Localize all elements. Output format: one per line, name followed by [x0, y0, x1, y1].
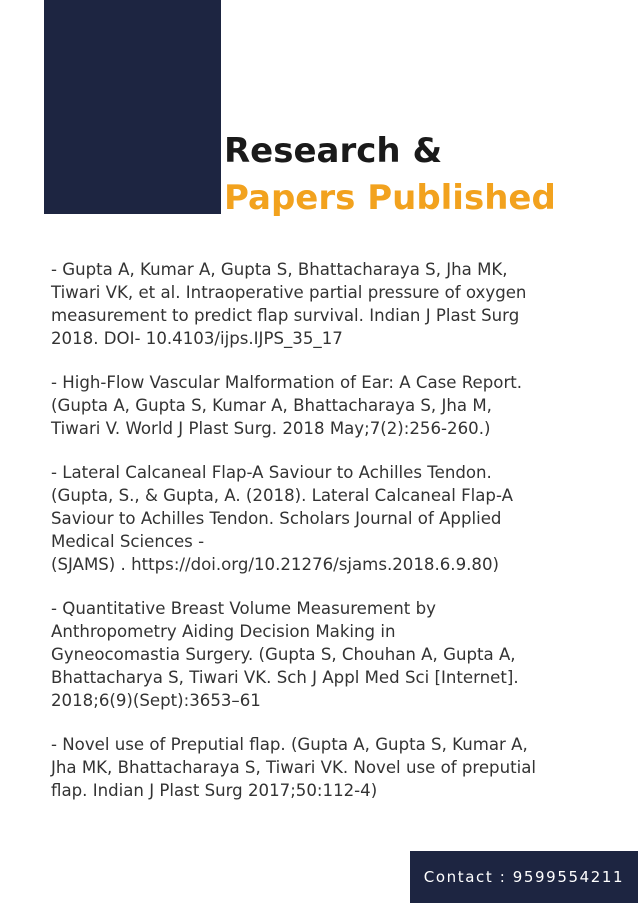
decorative-navy-block [44, 0, 221, 214]
publication-line: (Gupta A, Gupta S, Kumar A, Bhattacharaya S, Jha M, [51, 396, 492, 415]
publication-line: - Novel use of Preputial flap. (Gupta A, Gupta S, Kumar A, [51, 735, 528, 754]
publication-line: - Lateral Calcaneal Flap-A Saviour to Achilles Tendon. [51, 463, 492, 482]
publication-line: Gyneocomastia Surgery. (Gupta S, Chouhan A, Gupta A, [51, 645, 516, 664]
heading-line-1: Research & [224, 131, 443, 171]
publication-line: Jha MK, Bhattacharaya S, Tiwari VK. Novel use of preputial [51, 758, 537, 777]
publication-line: Saviour to Achilles Tendon. Scholars Journal of Applied [51, 509, 502, 528]
publication-line: 2018. DOI- 10.4103/ijps.IJPS_35_17 [51, 329, 343, 348]
publication-line: measurement to predict flap survival. Indian J Plast Surg [51, 306, 520, 325]
contact-bar [410, 851, 638, 903]
publication-item [51, 597, 611, 712]
publication-line: Tiwari VK, et al. Intraoperative partial pressure of oxygen [51, 283, 527, 302]
publication-item [51, 461, 611, 576]
publication-line: (SJAMS) . https://doi.org/10.21276/sjams.2018.6.9.80) [51, 555, 499, 574]
publication-list [51, 258, 611, 823]
publication-line: Medical Sciences - [51, 532, 205, 551]
heading-line-2: Papers Published [224, 178, 556, 218]
publication-line: (Gupta, S., & Gupta, A. (2018). Lateral Calcaneal Flap-A [51, 486, 513, 505]
publication-line: Anthropometry Aiding Decision Making in [51, 622, 396, 641]
publication-line: Tiwari V. World J Plast Surg. 2018 May;7(2):256-260.) [51, 419, 491, 438]
publication-line: flap. Indian J Plast Surg 2017;50:112-4) [51, 781, 378, 800]
contact-label: Contact : 9599554211 [423, 868, 625, 886]
publication-line: Bhattacharya S, Tiwari VK. Sch J Appl Med Sci [Internet]. [51, 668, 519, 687]
publication-item [51, 733, 611, 802]
publication-item [51, 258, 611, 350]
publication-line: 2018;6(9)(Sept):3653–61 [51, 691, 261, 710]
publication-line: - High-Flow Vascular Malformation of Ear: A Case Report. [51, 373, 523, 392]
publication-line: - Gupta A, Kumar A, Gupta S, Bhattacharaya S, Jha MK, [51, 260, 508, 279]
publication-line: - Quantitative Breast Volume Measurement by [51, 599, 436, 618]
publication-item [51, 371, 611, 440]
